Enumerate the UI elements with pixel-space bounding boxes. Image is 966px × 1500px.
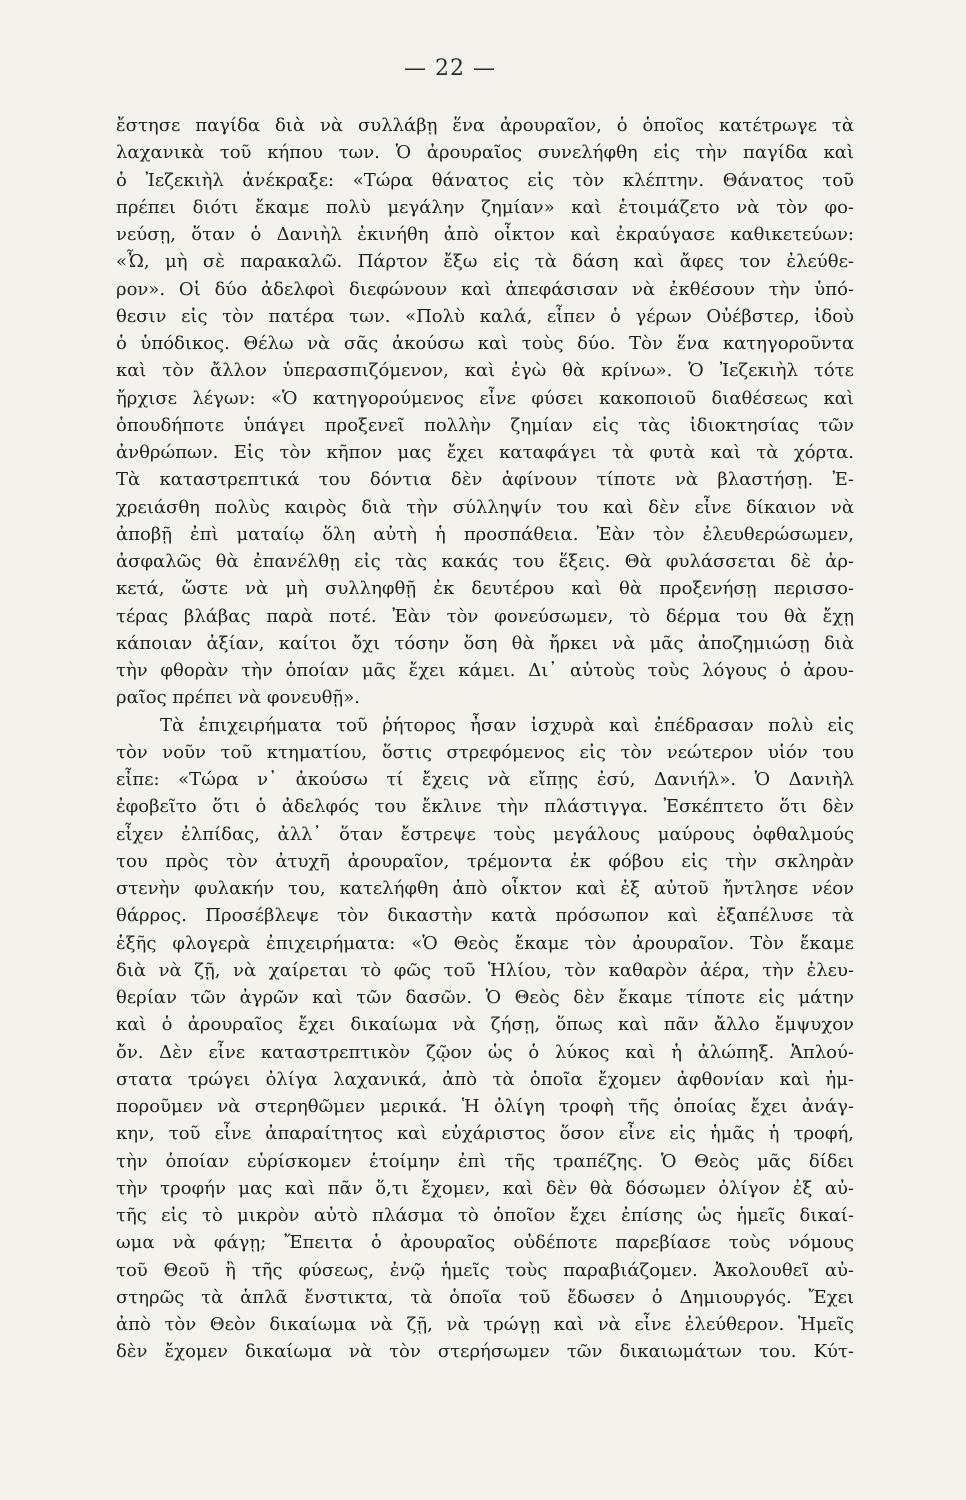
text-line: κην, τοῦ εἶνε ἀπαραίτητος καὶ εὐχάριστος ὅσον εἶνε εἰς ἡμᾶς ἡ τροφή,: [116, 1123, 854, 1145]
text-line: Τὰ καταστρεπτικά του δόντια δὲν ἀφίνουν τίποτε νὰ βλαστήσῃ. Ἐ-: [116, 469, 854, 491]
text-line: στηρῶς τὰ ἁπλᾶ ἔνστικτα, τὰ ὁποῖα τοῦ ἔδωσεν ὁ Δημιουργός. Ἔχει: [116, 1286, 854, 1308]
text-line: τοῦ Θεοῦ ἢ τῆς φύσεως, ἐνῷ ἡμεῖς τοὺς παραβιάζομεν. Ἀκολουθεῖ αὐ-: [116, 1259, 854, 1281]
text-line: εἶχεν ἐλπίδας, ἀλλ᾽ ὅταν ἔστρεψε τοὺς μεγάλους μαύρους ὀφθαλμούς: [116, 823, 854, 845]
text-line: ποροῦμεν νὰ στερηθῶμεν μερικά. Ἡ ὀλίγη τροφὴ τῆς ὁποίας ἔχει ἀνάγ-: [116, 1096, 854, 1117]
text-line: δὲν ἔχομεν δικαίωμα νὰ τὸν στερήσωμεν τῶν δικαιωμάτων του. Κύτ-: [116, 1341, 854, 1363]
text-line: τῆς εἰς τὸ μικρὸν αὐτὸ πλάσμα τὸ ὁποῖον ἔχει ἐπίσης ὡς ἡμεῖς δικαί-: [116, 1205, 854, 1226]
page-number: — 22 —: [404, 56, 496, 81]
body-text: [116, 112, 854, 1366]
text-line: τὴν ὁποίαν εὑρίσκομεν ἑτοίμην ἐπὶ τῆς τραπέζης. Ὁ Θεὸς μᾶς δίδει: [116, 1150, 854, 1172]
text-line: στενὴν φυλακήν του, κατελήφθη ἀπὸ οἶκτον καὶ ἐξ αὐτοῦ ἤντλησε νέον: [116, 878, 854, 899]
text-line: πρέπει διότι ἔκαμε πολὺ μεγάλην ζημίαν» καὶ ἑτοιμάζετο νὰ τὸν φο-: [116, 196, 854, 218]
text-line: θάρρος. Προσέβλεψε τὸν δικαστὴν κατὰ πρόσωπον καὶ ἐξαπέλυσε τὰ: [116, 905, 854, 927]
text-line: νεύσῃ, ὅταν ὁ Δανιὴλ ἐκινήθη ἀπὸ οἶκτον καὶ ἐκραύγασε καθικετεύων:: [116, 224, 854, 245]
text-line: εἶπε: «Τώρα ν᾽ ἀκούσω τί ἔχεις νὰ εἴπῃς ἐσύ, Δανιήλ». Ὁ Δανιὴλ: [116, 769, 854, 790]
text-line: του πρὸς τὸν ἀτυχῆ ἀρουραῖον, τρέμοντα ἐκ φόβου εἰς τὴν σκληρὰν: [116, 850, 854, 872]
text-line: ὁπουδήποτε ὑπάγει προξενεῖ πολλὴν ζημίαν εἰς τὰς ἰδιοκτησίας τῶν: [116, 414, 854, 436]
text-line: ρον». Οἱ δύο ἀδελφοὶ διεφώνουν καὶ ἀπεφάσισαν νὰ ἐκθέσουν τὴν ὑπό-: [116, 278, 854, 300]
text-line: θερίαν τῶν ἀγρῶν καὶ τῶν δασῶν. Ὁ Θεὸς δὲν ἔκαμε τίποτε εἰς μάτην: [116, 987, 854, 1008]
text-line: ἤρχισε λέγων: «Ὁ κατηγορούμενος εἶνε φύσει κακοποιοῦ διαθέσεως καὶ: [116, 387, 854, 409]
text-line: ὁ ὑπόδικος. Θέλω νὰ σᾶς ἀκούσω καὶ τοὺς δύο. Τὸν ἕνα κατηγοροῦντα: [116, 333, 854, 354]
text-line: τὴν φθορὰν τὴν ὁποίαν μᾶς ἔχει κάμει. Δι᾽ αὐτοὺς τοὺς λόγους ὁ ἀρου-: [116, 660, 854, 681]
text-line: ἀνθρώπων. Εἰς τὸν κῆπον μας ἔχει καταφάγει τὰ φυτὰ καὶ τὰ χόρτα.: [116, 442, 854, 463]
text-line: ἀπὸ τὸν Θεὸν δικαίωμα νὰ ζῇ, νὰ τρώγῃ καὶ νὰ εἶνε ἐλεύθερον. Ἡμεῖς: [116, 1314, 854, 1335]
text-line: ἀσφαλῶς θὰ ἐπανέλθῃ εἰς τὰς κακάς του ἕξεις. Θὰ φυλάσσεται δὲ ἀρ-: [116, 551, 854, 572]
text-line: κάποιαν ἀξίαν, καίτοι ὄχι τόσην ὅση θὰ ἤρκει νὰ μᾶς ἀποζημιώσῃ διὰ: [116, 632, 854, 654]
text-line: ἀποβῇ ἐπὶ ματαίῳ ὅλη αὐτὴ ἡ προσπάθεια. Ἐὰν τὸν ἐλευθερώσωμεν,: [116, 523, 854, 545]
text-line: τὸν νοῦν τοῦ κτηματίου, ὅστις στρεφόμενος εἰς τὸν νεώτερον υἱόν του: [116, 741, 854, 763]
text-line: Τὰ ἐπιχειρήματα τοῦ ῥήτορος ἦσαν ἰσχυρὰ καὶ ἐπέδρασαν πολὺ εἰς: [160, 714, 854, 736]
text-line: θεσιν εἰς τὸν πατέρα των. «Πολὺ καλά, εἶπεν ὁ γέρων Οὐέβστερ, ἰδοὺ: [116, 305, 854, 327]
text-line: καὶ ὁ ἀρουραῖος ἔχει δικαίωμα νὰ ζήσῃ, ὅπως καὶ πᾶν ἄλλο ἔμψυχον: [116, 1014, 854, 1036]
text-line: ἔστησε παγίδα διὰ νὰ συλλάβῃ ἕνα ἀρουραῖον, ὁ ὁποῖος κατέτρωγε τὰ: [116, 115, 854, 136]
text-line: τὴν τροφήν μας καὶ πᾶν ὅ,τι ἔχομεν, καὶ δὲν θὰ δόσωμεν ὀλίγον ἐξ αὐ-: [116, 1177, 854, 1199]
text-line: ἐφοβεῖτο ὅτι ὁ ἀδελφός του ἔκλινε τὴν πλάστιγγα. Ἐσκέπτετο ὅτι δὲν: [116, 796, 854, 818]
text-line: στατα τρώγει ὀλίγα λαχανικά, ἀπὸ τὰ ὁποῖα ἔχομεν ἀφθονίαν καὶ ἠμ-: [116, 1068, 854, 1090]
text-line: διὰ νὰ ζῇ, νὰ χαίρεται τὸ φῶς τοῦ Ἡλίου, τὸν καθαρὸν ἀέρα, τὴν ἐλευ-: [116, 959, 854, 981]
text-line: ωμα νὰ φάγῃ; Ἔπειτα ὁ ἀρουραῖος οὐδέποτε παρεβίασε τοὺς νόμους: [116, 1232, 854, 1254]
text-line: καὶ τὸν ἄλλον ὑπερασπιζόμενον, καὶ ἐγὼ θὰ κρίνω». Ὁ Ἰεζεκιὴλ τότε: [116, 360, 854, 382]
text-line: λαχανικὰ τοῦ κήπου των. Ὁ ἀρουραῖος συνελήφθη εἰς τὴν παγίδα καὶ: [116, 142, 854, 164]
text-line: ὁ Ἰεζεκιὴλ ἀνέκραξε: «Τώρα θάνατος εἰς τὸν κλέπτην. Θάνατος τοῦ: [116, 169, 854, 191]
text-line: τέρας βλάβας παρὰ ποτέ. Ἐὰν τὸν φονεύσωμεν, τὸ δέρμα του θὰ ἔχῃ: [116, 605, 854, 627]
text-line: χρειάσθη πολὺς καιρὸς διὰ τὴν σύλληψίν του καὶ δὲν εἶνε δίκαιον νὰ: [116, 496, 854, 518]
text-line: κετά, ὥστε νὰ μὴ συλληφθῇ ἐκ δευτέρου καὶ θὰ προξενήσῃ περισσο-: [116, 578, 854, 600]
text-line: ὄν. Δὲν εἶνε καταστρεπτικὸν ζῷον ὡς ὁ λύκος καὶ ἡ ἀλώπηξ. Ἁπλού-: [116, 1041, 854, 1063]
text-line: «Ὦ, μὴ σὲ παρακαλῶ. Πάρτον ἔξω εἰς τὰ δάση καὶ ἄφες τον ἐλεύθε-: [116, 251, 854, 273]
text-line: ἑξῆς φλογερὰ ἐπιχειρήματα: «Ὁ Θεὸς ἔκαμε τὸν ἀρουραῖον. Τὸν ἔκαμε: [116, 932, 854, 954]
text-line: ραῖος πρέπει νὰ φονευθῇ».: [116, 687, 360, 709]
